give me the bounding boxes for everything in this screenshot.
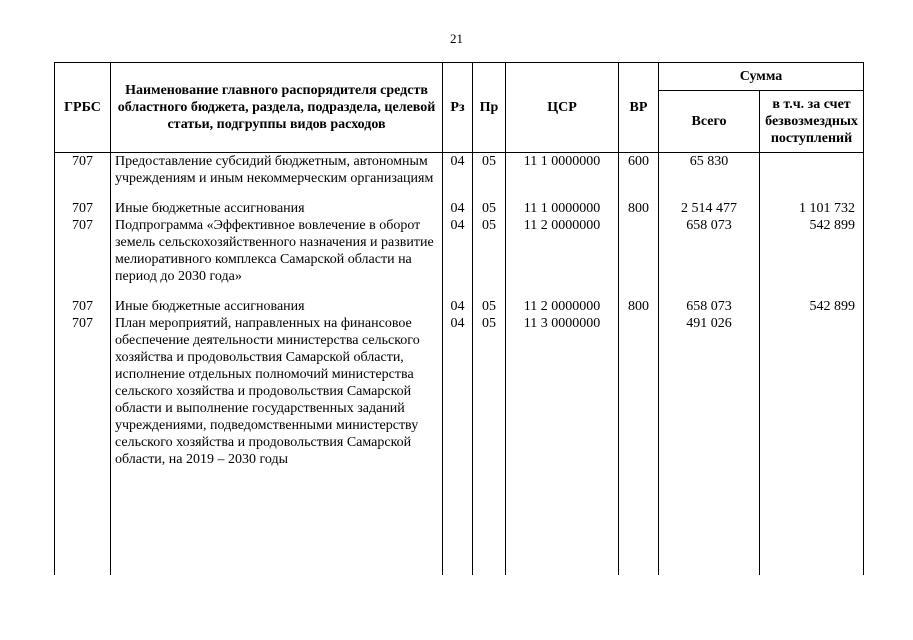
cell-rz: 04 [443,298,473,315]
header-pr: Пр [473,63,506,153]
cell-rz: 04 [443,153,473,201]
cell-total: 658 073 [659,298,760,315]
table-row [55,217,864,298]
cell-total: 2 514 477 [659,200,760,217]
cell-free: 542 899 [760,298,864,315]
header-total: Всего [659,91,760,153]
header-grbs: ГРБС [55,63,111,153]
cell-grbs: 707 [55,315,111,575]
table-row [55,315,864,575]
cell-rz: 04 [443,315,473,575]
cell-grbs: 707 [55,153,111,201]
header-sum: Сумма [659,63,864,91]
cell-grbs: 707 [55,217,111,298]
cell-name: Предоставление субсидий бюджетным, автономным учреждениям и иным некоммерческим организациям [111,153,443,201]
table-row [55,298,864,315]
cell-vr: 800 [619,298,659,315]
cell-pr: 05 [473,298,506,315]
cell-pr: 05 [473,217,506,298]
cell-csr: 11 3 0000000 [506,315,619,575]
table-row [55,153,864,201]
cell-vr: 600 [619,153,659,201]
cell-name: Иные бюджетные ассигнования [111,200,443,217]
cell-total: 65 830 [659,153,760,201]
cell-vr [619,315,659,575]
cell-grbs: 707 [55,298,111,315]
cell-vr [619,217,659,298]
header-vr: ВР [619,63,659,153]
cell-free [760,153,864,201]
cell-csr: 11 1 0000000 [506,200,619,217]
cell-csr: 11 1 0000000 [506,153,619,201]
cell-pr: 05 [473,315,506,575]
cell-csr: 11 2 0000000 [506,298,619,315]
cell-rz: 04 [443,200,473,217]
cell-free: 542 899 [760,217,864,298]
budget-table [54,62,864,575]
cell-free [760,315,864,575]
cell-pr: 05 [473,200,506,217]
header-rz: Рз [443,63,473,153]
cell-name: План мероприятий, направленных на финансовое обеспечение деятельности министерства сельского хозяйства и продовольствия Самарской области, исполнение отдельных полномочий министерства сельского хозяйства и продовольствия Самарской области и выполнение государственных заданий учреждениями, подведомственными министерству сельского хозяйства и продовольствия Самарской области, на 2019 – 2030 годы [111,315,443,575]
header-free: в т.ч. за счет безвозмездных поступлений [760,91,864,153]
header-csr: ЦСР [506,63,619,153]
page-number: 21 [450,31,463,46]
header-name: Наименование главного распорядителя средств областного бюджета, раздела, подраздела, целевой статьи, подгруппы видов расходов [111,63,443,153]
cell-grbs: 707 [55,200,111,217]
cell-total: 658 073 [659,217,760,298]
cell-name: Подпрограмма «Эффективное вовлечение в оборот земель сельскохозяйственного назначения и развитие мелиоративного комплекса Самарской области на период до 2030 года» [111,217,443,298]
cell-vr: 800 [619,200,659,217]
cell-total: 491 026 [659,315,760,575]
cell-pr: 05 [473,153,506,201]
cell-csr: 11 2 0000000 [506,217,619,298]
table-row [55,200,864,217]
cell-free: 1 101 732 [760,200,864,217]
cell-rz: 04 [443,217,473,298]
cell-name: Иные бюджетные ассигнования [111,298,443,315]
